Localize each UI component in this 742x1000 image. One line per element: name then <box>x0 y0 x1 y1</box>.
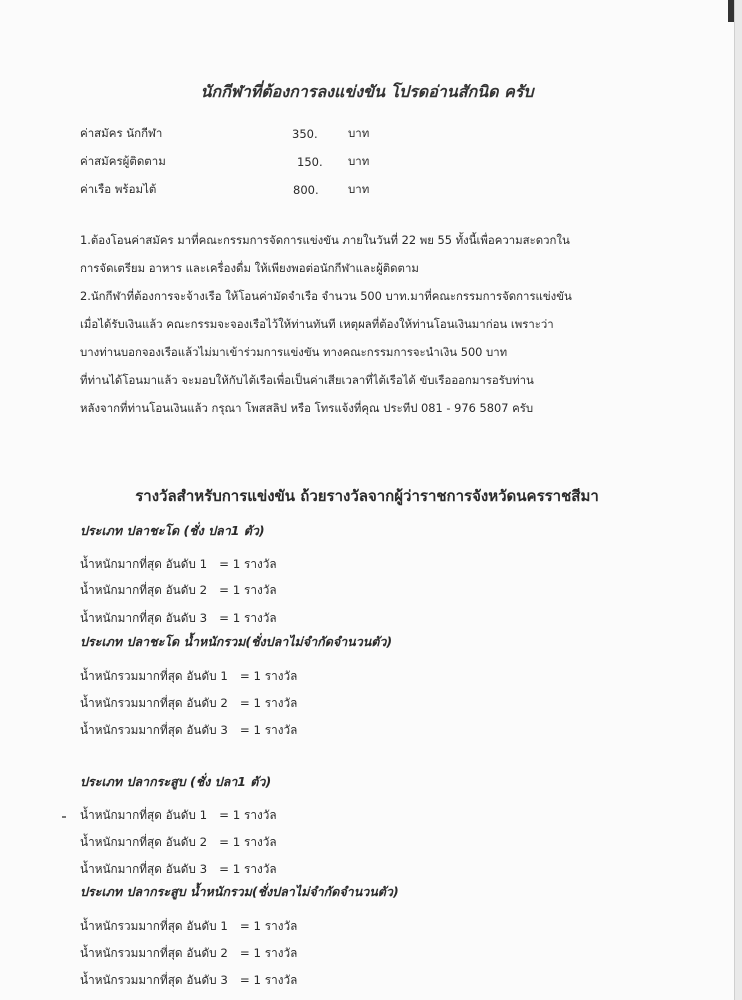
fee-unit: บาท <box>348 126 370 140</box>
prize-row <box>80 609 277 628</box>
prize-value: = 1 รางวัล <box>239 669 298 683</box>
prize-value: = 1 รางวัล <box>239 919 298 933</box>
awards-title: รางวัลสำหรับการแข่งขัน ถ้วยรางวัลจากผู้ว่าราชการจังหวัดนครราชสีมา <box>135 487 599 505</box>
fee-amount: 150. <box>297 155 323 169</box>
note-line: เมื่อได้รับเงินแล้ว คณะกรรมจะจองเรือไว้ให้ท่านทันที เหตุผลที่ต้องให้ท่านโอนเงินมาก่อน เพราะว่า <box>80 317 554 331</box>
prize-value: = 1 รางวัล <box>239 723 298 737</box>
scan-corner-mark <box>728 0 734 22</box>
prize-label: น้ำหนักรวมมากที่สุด อันดับ 2 <box>80 696 228 710</box>
fee-amount: 800. <box>293 183 319 197</box>
prize-row <box>80 581 277 600</box>
category-heading: ประเภท ปลาชะโด น้ำหนักรวม(ชั่งปลาไม่จำกัดจำนวนตัว) <box>80 634 393 649</box>
prize-label: น้ำหนักมากที่สุด อันดับ 3 <box>80 611 208 625</box>
fee-row <box>80 176 369 204</box>
category-heading: ประเภท ปลาชะโด (ชั่ง ปลา1 ตัว) <box>80 523 265 538</box>
prize-label: น้ำหนักมากที่สุด อันดับ 2 <box>80 835 208 849</box>
prize-row <box>80 555 277 574</box>
fee-unit: บาท <box>348 154 370 168</box>
fee-label: ค่าสมัคร นักกีฬา <box>80 126 163 140</box>
prize-row <box>80 667 297 686</box>
note-line: ที่ท่านได้โอนมาแล้ว จะมอบให้กับไต้เรือเพื่อเป็นค่าเสียเวลาที่ไต้เรือได้ ขับเรือออกมารอรับท่าน <box>80 373 534 387</box>
prize-row <box>80 833 277 852</box>
fee-label: ค่าเรือ พร้อมไต้ <box>80 182 157 196</box>
prize-value: = 1 รางวัล <box>239 973 298 987</box>
prize-value: = 1 รางวัล <box>219 808 277 822</box>
prize-value: = 1 รางวัล <box>239 946 298 960</box>
prize-value: = 1 รางวัล <box>219 557 277 571</box>
prize-row <box>80 806 277 825</box>
category-heading: ประเภท ปลากระสูบ น้ำหนักรวม(ชั่งปลาไม่จำกัดจำนวนตัว) <box>80 884 399 899</box>
prize-label: น้ำหนักรวมมากที่สุด อันดับ 1 <box>80 919 228 933</box>
note-line: 1.ต้องโอนค่าสมัคร มาที่คณะกรรมการจัดการแข่งขัน ภายในวันที่ 22 พย 55 ทั้งนี้เพื่อความสะดวกใน <box>80 233 570 247</box>
fee-list <box>80 120 369 204</box>
prize-row <box>80 721 297 740</box>
fee-unit: บาท <box>348 182 370 196</box>
prize-row <box>80 860 277 879</box>
prize-value: = 1 รางวัล <box>219 611 277 625</box>
fee-label: ค่าสมัครผู้ติดตาม <box>80 154 166 168</box>
fee-row <box>80 148 369 176</box>
fee-row <box>80 120 369 148</box>
prize-label: น้ำหนักมากที่สุด อันดับ 2 <box>80 583 208 597</box>
prize-label: น้ำหนักมากที่สุด อันดับ 1 <box>80 557 208 571</box>
prize-label: น้ำหนักรวมมากที่สุด อันดับ 2 <box>80 946 228 960</box>
prize-label: น้ำหนักมากที่สุด อันดับ 1 <box>80 808 208 822</box>
note-line: หลังจากที่ท่านโอนเงินแล้ว กรุณา โพสสลิป หรือ โทรแจ้งที่คุณ ประทีป 081 - 976 5807 ครับ <box>80 401 534 415</box>
prize-row <box>80 694 297 713</box>
note-line: 2.นักกีฬาที่ต้องการจะจ้างเรือ ให้โอนค่ามัดจำเรือ จำนวน 500 บาท.มาที่คณะกรรมการจัดการแข่งขัน <box>80 289 572 303</box>
prize-row <box>80 917 297 936</box>
prize-value: = 1 รางวัล <box>219 583 277 597</box>
prize-value: = 1 รางวัล <box>219 835 277 849</box>
scan-speck <box>62 816 66 818</box>
prize-value: = 1 รางวัล <box>239 696 298 710</box>
prize-label: น้ำหนักรวมมากที่สุด อันดับ 3 <box>80 973 228 987</box>
page-title: นักกีฬาที่ต้องการลงแข่งขัน โปรดอ่านสักนิด ครับ <box>200 82 534 101</box>
prize-value: = 1 รางวัล <box>219 862 277 876</box>
prize-label: น้ำหนักรวมมากที่สุด อันดับ 3 <box>80 723 228 737</box>
note-line: การจัดเตรียม อาหาร และเครื่องดื่ม ให้เพียงพอต่อนักกีฬาและผู้ติดตาม <box>80 261 419 275</box>
note-line: บางท่านบอกจองเรือแล้วไม่มาเข้าร่วมการแข่งขัน ทางคณะกรรมการจะนำเงิน 500 บาท <box>80 345 508 359</box>
category-heading: ประเภท ปลากระสูบ (ชั่ง ปลา1 ตัว) <box>80 774 272 789</box>
prize-row <box>80 944 297 963</box>
fee-amount: 350. <box>292 127 318 141</box>
prize-label: น้ำหนักมากที่สุด อันดับ 3 <box>80 862 208 876</box>
prize-label: น้ำหนักรวมมากที่สุด อันดับ 1 <box>80 669 228 683</box>
notes-section <box>80 226 660 422</box>
prize-row <box>80 971 297 990</box>
